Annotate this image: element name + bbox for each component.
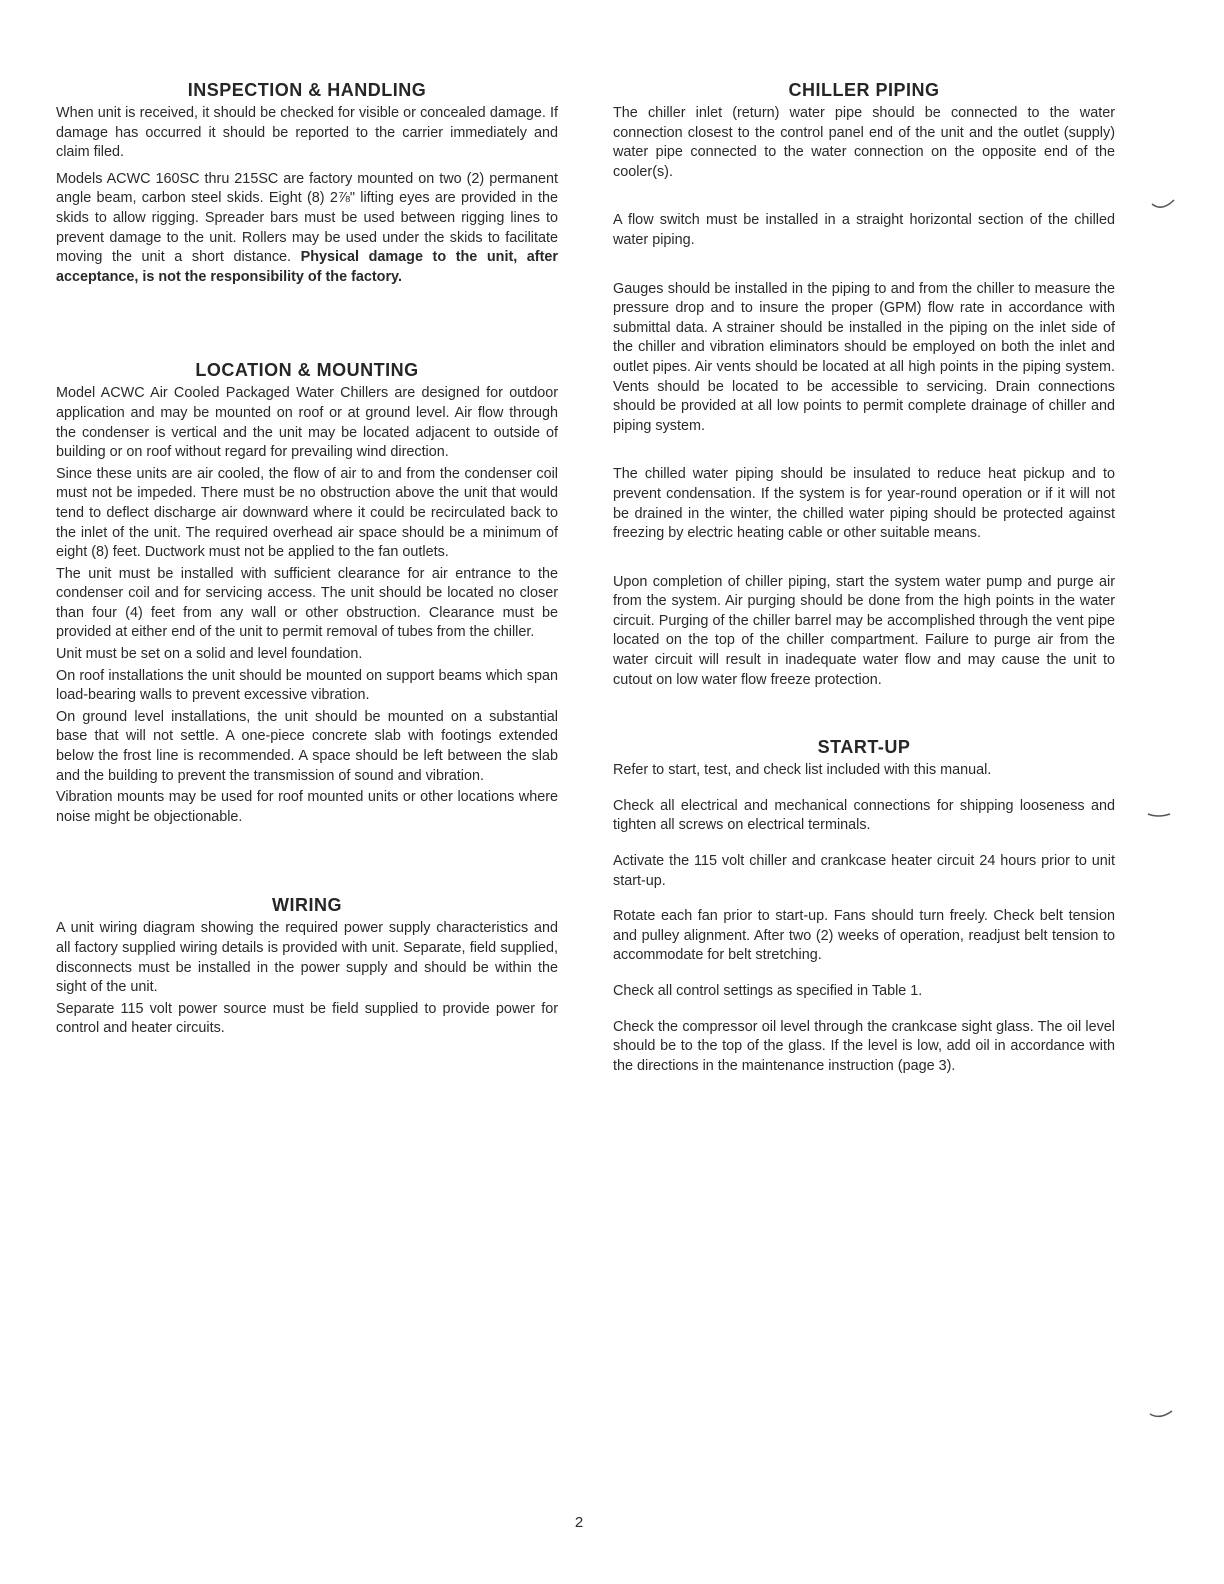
- location-mounting-section: [56, 360, 558, 827]
- section-title-location: LOCATION & MOUNTING: [195, 360, 419, 381]
- chiller-piping-paragraph-4: The chilled water piping should be insulated to reduce heat pickup and to prevent condensation. If the system is for year-round operation or if it will not be drained in the winter, the chilled water piping should be protected against freezing by electric heating cable or other suitable means.: [613, 466, 1115, 542]
- start-up-section: [613, 737, 1115, 1076]
- start-up-paragraph-6: Check the compressor oil level through the crankcase sight glass. The oil level should be to the top of the glass. If the level is low, add oil in accordance with the directions in the maintenance instruction (page 3).: [613, 1018, 1115, 1074]
- left-column: [56, 80, 558, 1041]
- location-paragraph-6: On ground level installations, the unit should be mounted on a substantial base that will not settle. A one-piece concrete slab with footings extended below the frost line is recommended. A space should be left between the slab and the building to prevent the transmission of sound and vibration.: [56, 708, 558, 784]
- inspection-handling-section: [56, 80, 558, 287]
- page-number: 2: [574, 1514, 584, 1531]
- section-title-wiring: WIRING: [272, 895, 342, 916]
- section-title-chiller-piping: CHILLER PIPING: [788, 80, 940, 100]
- section-title-start-up: START-UP: [817, 737, 911, 758]
- start-up-paragraph-5: Check all control settings as specified in Table 1.: [613, 983, 923, 999]
- chiller-piping-paragraph-3: Gauges should be installed in the piping to and from the chiller to measure the pressure drop and to insure the proper (GPM) flow rate in accordance with submittal data. A strainer should be installed in the piping on the inlet side of the chiller and vibration eliminators should be employed on both the inlet and outlet pipes. Air vents should be located at all high points in the piping system. Vents should be located to be accessible to servicing. Drain connections should be provided at all low points to permit complete drainage of chiller and piping system.: [613, 280, 1115, 434]
- inspection-paragraph-2: [56, 170, 558, 288]
- location-paragraph-2: Since these units are air cooled, the flow of air to and from the condenser coil must not be impeded. There must be no obstruction above the unit that would tend to deflect discharge air downward where it could be recirculated back to the inlet of the unit. The required overhead air space should be a minimum of eight (8) feet. Ductwork must not be applied to the fan outlets.: [56, 465, 558, 561]
- inspection-bold-notice: Physical damage to the unit, after acceptance, is not the responsibility of the factory.: [56, 249, 558, 285]
- chiller-piping-paragraph-2: A flow switch must be installed in a straight horizontal section of the chilled water piping.: [613, 212, 1115, 248]
- right-column: [613, 80, 1115, 1083]
- location-paragraph-7: Vibration mounts may be used for roof mounted units or other locations where noise might be objectionable.: [56, 789, 558, 825]
- location-paragraph-4: Unit must be set on a solid and level foundation.: [56, 646, 363, 663]
- location-paragraph-5: On roof installations the unit should be mounted on support beams which span load-bearing walls to prevent excessive vibration.: [56, 667, 558, 704]
- binding-hole-mark: [1146, 808, 1172, 820]
- location-paragraph-1: Model ACWC Air Cooled Packaged Water Chillers are designed for outdoor application and may be mounted on roof or at ground level. Air flow through the condenser is vertical and the unit may be located adjacent to outside of building or on roof without regard for prevailing wind direction.: [56, 385, 558, 461]
- wiring-paragraph-1: A unit wiring diagram showing the required power supply characteristics and all factory supplied wiring details is provided with unit. Separate, field supplied, disconnects must be installed in the power supply and should be within the sight of the unit.: [56, 920, 558, 996]
- start-up-paragraph-2: Check all electrical and mechanical connections for shipping looseness and tighten all screws on electrical terminals.: [613, 797, 1115, 834]
- wiring-section: [56, 895, 558, 1039]
- inspection-paragraph-1: When unit is received, it should be checked for visible or concealed damage. If damage has occurred it should be reported to the carrier immediately and claim filed.: [56, 105, 558, 161]
- binding-hole-mark: [1150, 198, 1176, 210]
- chiller-piping-paragraph-1: The chiller inlet (return) water pipe should be connected to the water connection closest to the control panel end of the unit and the outlet (supply) water pipe connected to the water connection on the opposite end of the cooler(s).: [613, 105, 1115, 180]
- chiller-piping-paragraph-5: Upon completion of chiller piping, start the system water pump and purge air from the system. Air purging should be done from the high points in the water circuit. Purging of the chiller barrel may be accomplished through the vent pipe located on the top of the chiller compartment. Failure to purge air from the water circuit will result in inadequate water flow and may cause the unit to cutout on low water flow freeze protection.: [613, 573, 1115, 688]
- start-up-paragraph-4: Rotate each fan prior to start-up. Fans should turn freely. Check belt tension and pulley alignment. After two (2) weeks of operation, readjust belt tension to accommodate for belt stretching.: [613, 908, 1115, 964]
- start-up-paragraph-3: Activate the 115 volt chiller and crankcase heater circuit 24 hours prior to unit start-up.: [613, 853, 1115, 889]
- start-up-paragraph-1: Refer to start, test, and check list included with this manual.: [613, 762, 992, 779]
- inspection-paragraph-2-text: Models ACWC 160SC thru 215SC are factory mounted on two (2) permanent angle beam, carbon steel skids. Eight (8) 2⅞" lifting eyes are provided in the skids to allow rigging. Spreader bars must be used between rigging lines to prevent damage to the unit. Rollers may be used under the skids to facilitate moving the unit a short distance.: [56, 170, 558, 266]
- wiring-paragraph-2: Separate 115 volt power source must be field supplied to provide power for control and heater circuits.: [56, 1000, 558, 1037]
- chiller-piping-section: [613, 80, 1115, 690]
- binding-hole-mark: [1148, 1408, 1174, 1420]
- section-title-inspection: INSPECTION & HANDLING: [187, 80, 427, 100]
- location-paragraph-3: The unit must be installed with sufficient clearance for air entrance to the condenser coil and for servicing access. The unit should be located no closer than four (4) feet from any wall or other obstruction. Clearance must be provided at either end of the unit to permit removal of tubes from the chiller.: [56, 565, 558, 641]
